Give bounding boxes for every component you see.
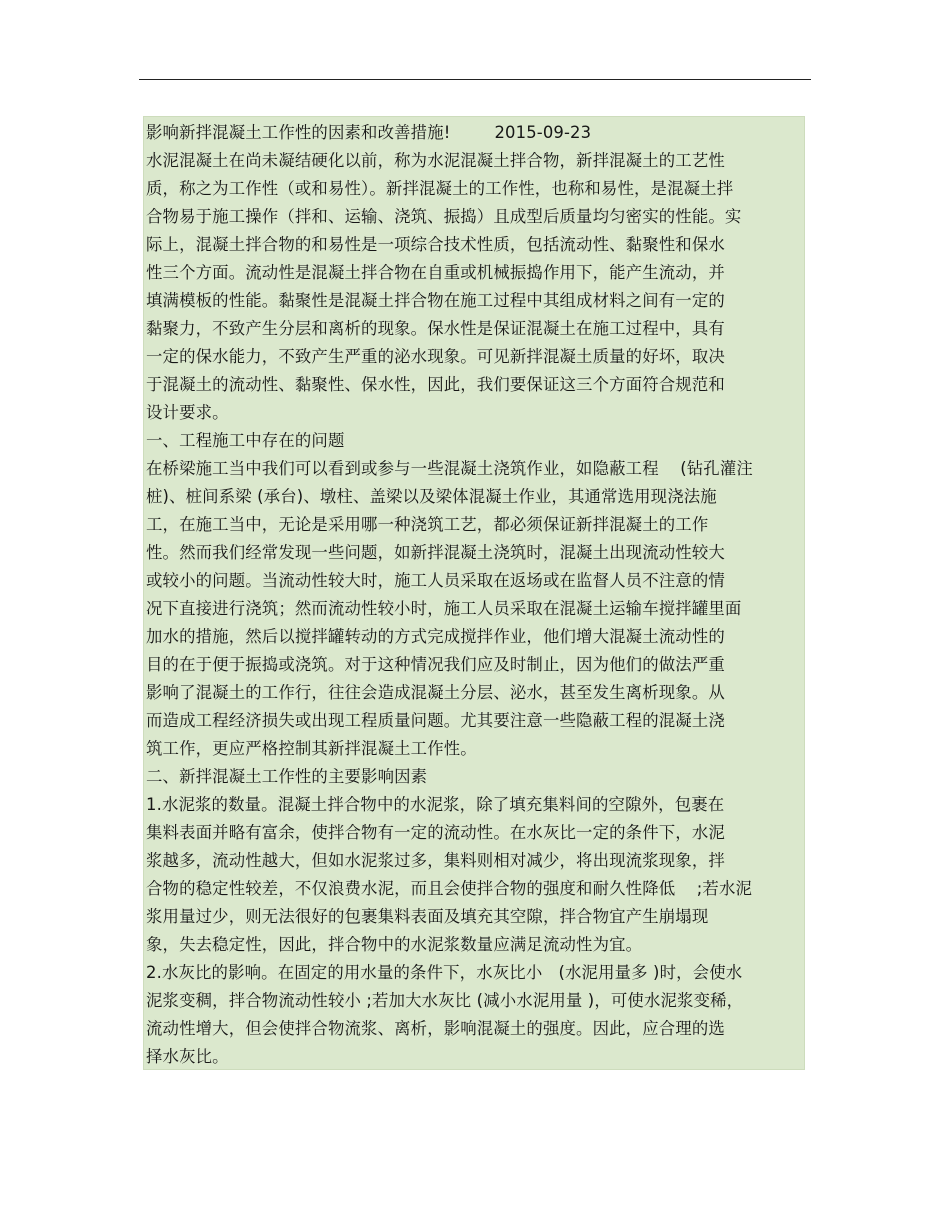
article-title: 影响新拌混凝土工作性的因素和改善措施! (146, 123, 451, 142)
paragraph-line: 象，失去稳定性，因此，拌合物中的水泥浆数量应满足流动性为宜。 (146, 935, 643, 954)
paragraph-line: 1.水泥浆的数量。混凝土拌合物中的水泥浆，除了填充集料间的空隙外，包裹在 (146, 795, 725, 814)
paragraph-line: 质，称之为工作性（或和易性）。新拌混凝土的工作性，也称和易性，是混凝土拌 (146, 179, 734, 198)
article-date: 2015-09-23 (494, 123, 592, 142)
paragraph-line: 浆用量过少，则无法很好的包裹集料表面及填充其空隙，拌合物宜产生崩塌现 (146, 907, 709, 926)
paragraph-line: 而造成工程经济损失或出现工程质量问题。尤其要注意一些隐蔽工程的混凝土浇 (146, 711, 725, 730)
paragraph-line: 浆越多，流动性越大，但如水泥浆过多，集料则相对减少，将出现流浆现象，拌 (146, 851, 725, 870)
paragraph-line: 填满模板的性能。黏聚性是混凝土拌合物在施工过程中其组成材料之间有一定的 (146, 291, 725, 310)
paragraph-line: 于混凝土的流动性、黏聚性、保水性，因此，我们要保证这三个方面符合规范和 (146, 375, 725, 394)
paragraph-line: 或较小的问题。当流动性较大时，施工人员采取在返场或在监督人员不注意的情 (146, 571, 725, 590)
paragraph-line: 桩)、桩间系梁 (承台)、墩柱、盖梁以及梁体混凝土作业，其通常选用现浇法施 (146, 487, 717, 506)
paragraph-line: 一定的保水能力，不致产生严重的泌水现象。可见新拌混凝土质量的好坏，取决 (146, 347, 725, 366)
paragraph-line: 择水灰比。 (146, 1047, 229, 1066)
paragraph-line: 合物的稳定性较差，不仅浪费水泥，而且会使拌合物的强度和耐久性降低 ;若水泥 (146, 879, 753, 898)
paragraph-line: 筑工作，更应严格控制其新拌混凝土工作性。 (146, 739, 477, 758)
paragraph-line: 在桥梁施工当中我们可以看到或参与一些混凝土浇筑作业，如隐蔽工程 (钻孔灌注 (146, 459, 753, 478)
paragraph-line: 二、新拌混凝土工作性的主要影响因素 (146, 767, 428, 786)
paragraph-line: 工，在施工当中，无论是采用哪一种浇筑工艺，都必须保证新拌混凝土的工作 (146, 515, 709, 534)
paragraph-line: 目的在于便于振捣或浇筑。对于这种情况我们应及时制止，因为他们的做法严重 (146, 655, 725, 674)
paragraph-line: 性三个方面。流动性是混凝土拌合物在自重或机械振捣作用下，能产生流动，并 (146, 263, 725, 282)
paragraph-line: 况下直接进行浇筑；然而流动性较小时，施工人员采取在混凝土运输车搅拌罐里面 (146, 599, 742, 618)
paragraph-line: 合物易于施工操作（拌和、运输、浇筑、振捣）且成型后质量均匀密实的性能。实 (146, 207, 742, 226)
paragraph-line: 一、工程施工中存在的问题 (146, 431, 345, 450)
paragraph-line: 黏聚力，不致产生分层和离析的现象。保水性是保证混凝土在施工过程中，具有 (146, 319, 725, 338)
paragraph-line: 水泥混凝土在尚未凝结硬化以前，称为水泥混凝土拌合物，新拌混凝土的工艺性 (146, 151, 725, 170)
article-title-line (146, 119, 591, 147)
paragraph-line: 性。然而我们经常发现一些问题，如新拌混凝土浇筑时，混凝土出现流动性较大 (146, 543, 725, 562)
paragraph-line: 集料表面并略有富余，使拌合物有一定的流动性。在水灰比一定的条件下，水泥 (146, 823, 725, 842)
paragraph-line: 泥浆变稠，拌合物流动性较小 ;若加大水灰比 (减小水泥用量 )，可使水泥浆变稀， (146, 991, 744, 1010)
paragraph-line: 设计要求。 (146, 403, 229, 422)
paragraph-line: 影响了混凝土的工作行，往往会造成混凝土分层、泌水，甚至发生离析现象。从 (146, 683, 725, 702)
paragraph-line: 加水的措施，然后以搅拌罐转动的方式完成搅拌作业，他们增大混凝土流动性的 (146, 627, 725, 646)
paragraph-line: 流动性增大，但会使拌合物流浆、离析，影响混凝土的强度。因此，应合理的选 (146, 1019, 725, 1038)
header-rule (139, 79, 811, 80)
paragraph-line: 2.水灰比的影响。在固定的用水量的条件下，水灰比小 (水泥用量多 )时，会使水 (146, 963, 743, 982)
paragraph-line: 际上，混凝土拌合物的和易性是一项综合技术性质，包括流动性、黏聚性和保水 (146, 235, 725, 254)
